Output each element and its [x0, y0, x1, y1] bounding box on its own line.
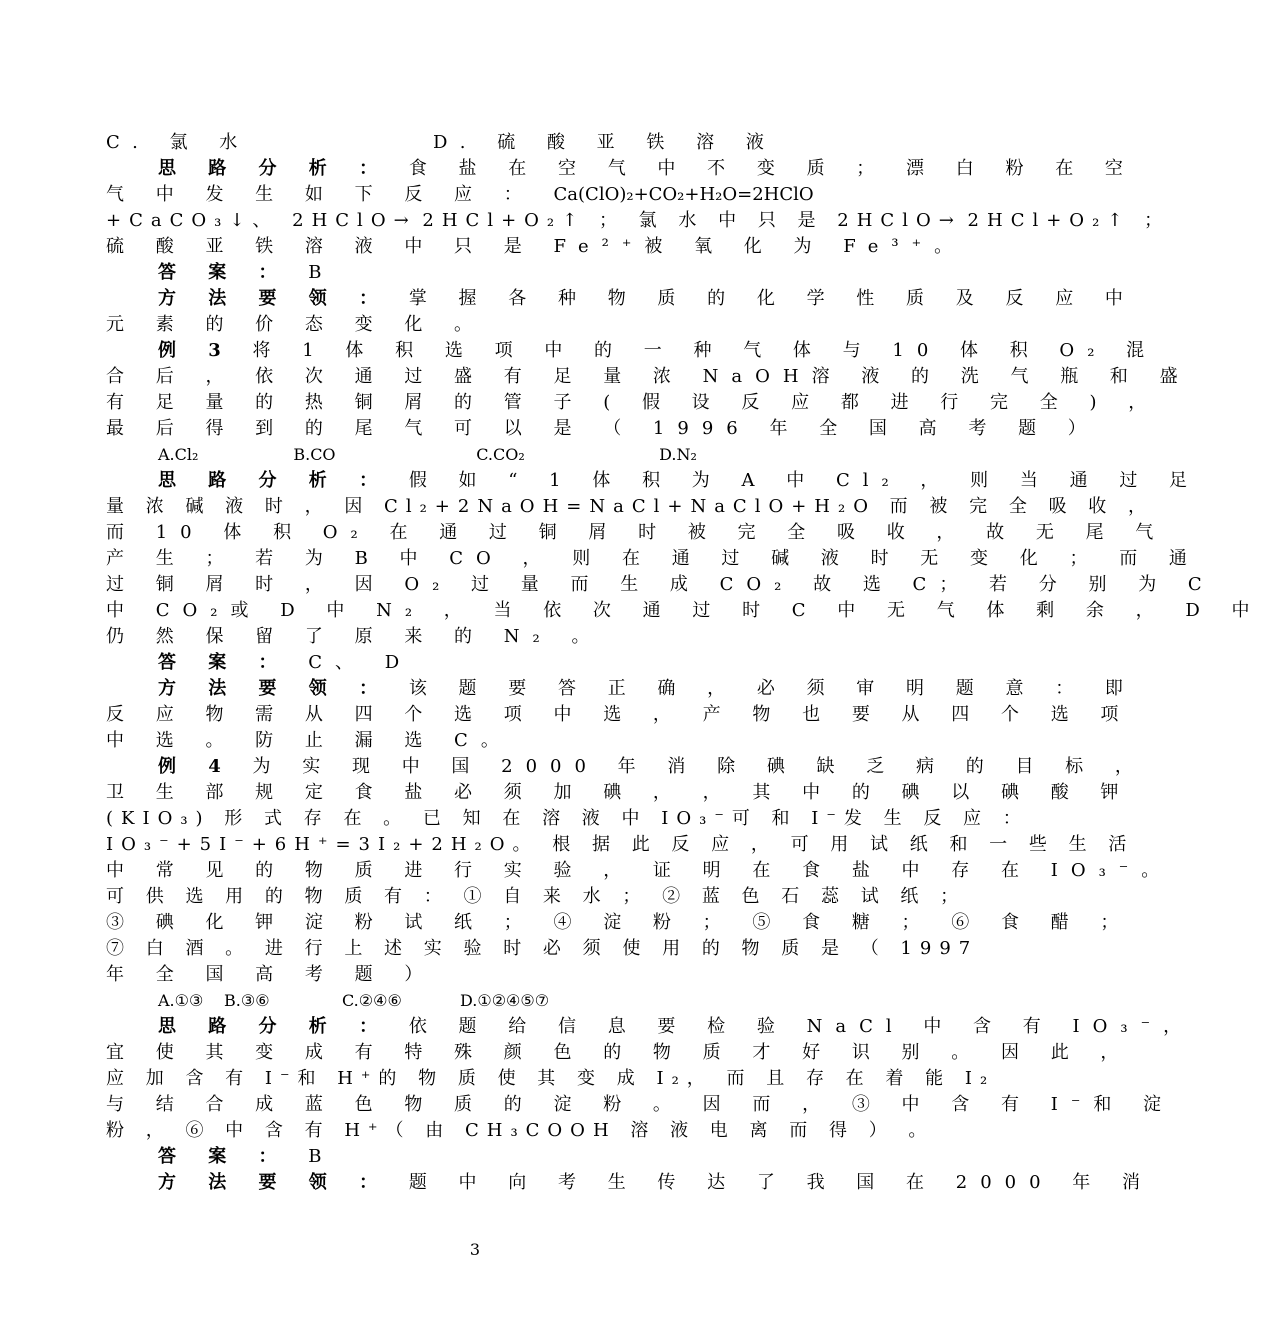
option-d: D. 硫 酸 亚 铁 溶 液 [433, 132, 777, 153]
option-b: B.CO [293, 445, 336, 464]
option-a: A.①③ [158, 991, 204, 1010]
page-number: 3 [469, 1240, 481, 1259]
method-heading: 方 法 要 领 ： [158, 288, 391, 309]
document-body [106, 130, 1263, 1196]
option-c: C.CO₂ [476, 445, 525, 464]
analysis-text: 2HCl+O₂↑ ； [967, 210, 1171, 231]
analysis-heading: 思 路 分 析 ： [158, 1016, 391, 1037]
method-4-line-1 [106, 1170, 1154, 1196]
example-4-line-3: (KIO₃) 形 式 存 在 。 已 知 在 溶 液 中 IO₃⁻可 和 I⁻发 生 反 应 ： [106, 808, 1029, 829]
arrow-icon: → [938, 210, 954, 231]
example-text: 为 实 现 中 国 2000 年 消 除 碘 缺 乏 病 的 目 标 ， [252, 756, 1146, 777]
example-4-line-9: 年 全 国 高 考 题 ） [106, 964, 436, 985]
example-4-line-2: 卫 生 部 规 定 食 盐 必 须 加 碘 ， ， 其 中 的 碘 以 碘 酸 钾 [106, 782, 1132, 803]
option-d: D.N₂ [659, 445, 697, 464]
analysis-4-line-5: 粉 ， ⑥ 中 含 有 H⁺（ 由 CH₃COOH 溶 液 电 离 而 得 ） 。 [106, 1120, 935, 1141]
example-4-line-7: ③ 碘 化 钾 淀 粉 试 纸 ； ④ 淀 粉 ； ⑤ 食 糖 ； ⑥ 食 醋 ； [106, 912, 1132, 933]
method-text: 该 题 要 答 正 确 ， 必 须 审 明 题 意 ： 即 [408, 678, 1136, 699]
analysis-4-line-2: 宜 使 其 变 成 有 特 殊 颜 色 的 物 质 才 好 识 别 。 因 此 ， [106, 1042, 1132, 1063]
analysis-text: 假 如 “ 1 体 积 为 A 中 Cl₂ ， 则 当 通 过 足 [408, 470, 1201, 491]
analysis-1-line-1 [106, 156, 1136, 182]
analysis-3-line-4: 产 生 ； 若 为 B 中 CO ， 则 在 通 过 碱 液 时 无 变 化 ； 而 通 [106, 548, 1200, 569]
answer-heading: 答 案 ： [158, 652, 290, 673]
equation: Ca(ClO)₂+CO₂+H₂O=2HClO [553, 184, 814, 205]
analysis-1-line-3 [106, 208, 1171, 234]
answer-heading: 答 案 ： [158, 1146, 290, 1167]
analysis-1-line-2 [106, 182, 842, 208]
method-1-line-2: 元 素 的 价 态 变 化 。 [106, 314, 486, 335]
analysis-heading: 思 路 分 析 ： [158, 158, 391, 179]
example-4-options [106, 988, 842, 1014]
example-4-line-8: ⑦ 白 酒 。 进 行 上 述 实 验 时 必 须 使 用 的 物 质 是 （ 1997 [106, 938, 979, 959]
analysis-3-line-7: 仍 然 保 留 了 原 来 的 N₂ 。 [106, 626, 603, 647]
analysis-3-line-1 [106, 468, 1201, 494]
analysis-1-line-4: 硫 酸 亚 铁 溶 液 中 只 是 Fe²⁺被 氧 化 为 Fe³⁺。 [106, 236, 966, 257]
option-c: C. 氯 水 [106, 132, 251, 153]
example-4-line-4: IO₃⁻+5I⁻+6H⁺=3I₂+2H₂O。 根 据 此 反 应 ， 可 用 试 纸 和 一 些 生 活 [106, 834, 1135, 855]
answer-value: B [308, 262, 335, 283]
option-a: A.Cl₂ [158, 445, 199, 464]
example-heading: 例 4 [158, 756, 234, 777]
analysis-3-line-5: 过 铜 屑 时 ， 因 O₂ 过 量 而 生 成 CO₂ 故 选 C； 若 分 别 为 C [106, 574, 1215, 595]
example-4-line-5: 中 常 见 的 物 质 进 行 实 验 ， 证 明 在 食 盐 中 存 在 IO₃⁻。 [106, 860, 1173, 881]
option-c: C.②④⑥ [342, 991, 402, 1010]
example-4-line-1 [106, 754, 1146, 780]
example-3-line-1 [106, 338, 1158, 364]
method-heading: 方 法 要 领 ： [158, 678, 391, 699]
method-text: 掌 握 各 种 物 质 的 化 学 性 质 及 反 应 中 [408, 288, 1136, 309]
example-3-line-4: 最 后 得 到 的 尾 气 可 以 是 （ 1996 年 全 国 高 考 题 ） [106, 418, 1099, 439]
analysis-4-line-4: 与 结 合 成 蓝 色 物 质 的 淀 粉 。 因 而 ， ③ 中 含 有 I⁻和 淀 [106, 1094, 1175, 1115]
method-3-line-2: 反 应 物 需 从 四 个 选 项 中 选 ， 产 物 也 要 从 四 个 选 项 [106, 704, 1132, 725]
option-b: B.③⑥ [224, 991, 270, 1010]
analysis-heading: 思 路 分 析 ： [158, 470, 391, 491]
analysis-4-line-1 [106, 1014, 1195, 1040]
method-3-line-3: 中 选 。 防 止 漏 选 C。 [106, 730, 512, 751]
answer-value: C、 D [308, 652, 413, 673]
example-3-line-3: 有 足 量 的 热 铜 屑 的 管 子 ( 假 设 反 应 都 进 行 完 全 ) ， [106, 392, 1160, 413]
analysis-text: 2HCl+O₂↑ ； 氯 水 中 只 是 2HClO [422, 210, 939, 231]
analysis-text: +CaCO₃↓、 2HClO [106, 210, 394, 231]
example-4-line-6: 可 供 选 用 的 物 质 有 ： ① 自 来 水 ； ② 蓝 色 石 蕊 试 纸 ； [106, 886, 967, 907]
method-text: 题 中 向 考 生 传 达 了 我 国 在 2000 年 消 [408, 1172, 1154, 1193]
line-options-cd [106, 130, 842, 156]
method-heading: 方 法 要 领 ： [158, 1172, 391, 1193]
method-1-line-1 [106, 286, 1136, 312]
analysis-3-line-6: 中 CO₂或 D 中 N₂ ， 当 依 次 通 过 时 C 中 无 气 体 剩 余 ， D 中 [106, 600, 1263, 621]
example-3-options [106, 442, 842, 468]
arrow-icon: → [393, 210, 409, 231]
example-3-line-2: 合 后 ， 依 次 通 过 盛 有 足 量 浓 NaOH溶 液 的 洗 气 瓶 和 盛 [106, 366, 1191, 387]
answer-3 [106, 650, 842, 676]
analysis-3-line-2: 量 浓 碱 液 时 ， 因 Cl₂+2NaOH=NaCl+NaClO+H₂O 而 被 完 全 吸 收 ， [106, 496, 1155, 517]
answer-value: B [308, 1146, 335, 1167]
analysis-text: 食 盐 在 空 气 中 不 变 质 ； 漂 白 粉 在 空 [408, 158, 1136, 179]
example-text: 将 1 体 积 选 项 中 的 一 种 气 体 与 10 体 积 O₂ 混 [252, 340, 1158, 361]
answer-1 [106, 260, 842, 286]
analysis-3-line-3: 而 10 体 积 O₂ 在 通 过 铜 屑 时 被 完 全 吸 收 ， 故 无 尾 气 [106, 522, 1167, 543]
example-heading: 例 3 [158, 340, 234, 361]
analysis-4-line-3: 应 加 含 有 I⁻和 H⁺的 物 质 使 其 变 成 I₂， 而 且 存 在 着 能 I₂ [106, 1068, 996, 1089]
analysis-text: 依 题 给 信 息 要 检 验 NaCl 中 含 有 IO₃⁻， [408, 1016, 1195, 1037]
analysis-text: 气 中 发 生 如 下 反 应 ： [106, 184, 535, 205]
answer-4 [106, 1144, 842, 1170]
option-d: D.①②④⑤⑦ [460, 991, 550, 1010]
method-3-line-1 [106, 676, 1136, 702]
answer-heading: 答 案 ： [158, 262, 290, 283]
